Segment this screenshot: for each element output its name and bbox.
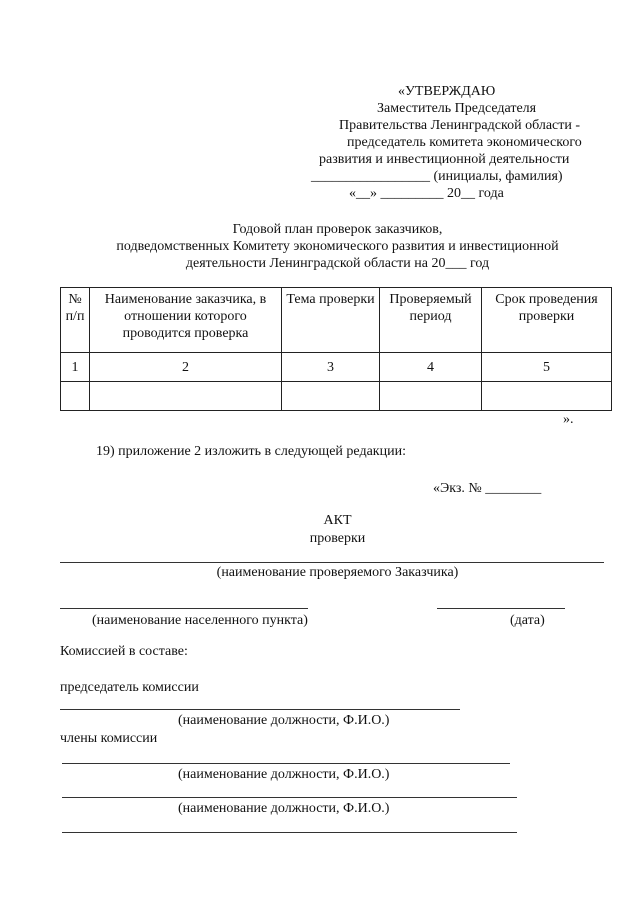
approval-position-4: развития и инвестиционной деятельности	[319, 152, 570, 167]
table-cell: 3	[282, 353, 380, 382]
approval-position-3: председатель комитета экономического	[347, 135, 582, 150]
approval-signature-line: _________________ (инициалы, фамилия)	[311, 169, 563, 184]
table-cell	[482, 382, 612, 411]
plan-title-line-3: деятельности Ленинградской области на 20___ год	[185, 256, 490, 271]
member-1-position-caption: (наименование должности, Ф.И.О.)	[178, 767, 390, 782]
approval-position-2: Правительства Ленинградской области -	[339, 118, 581, 133]
copy-number: «Экз. № ________	[433, 481, 542, 496]
customer-caption: (наименование проверяемого Заказчика)	[216, 565, 459, 580]
member-2-position-caption: (наименование должности, Ф.И.О.)	[178, 801, 390, 816]
table-cell: 1	[61, 353, 90, 382]
table-cell: 2	[90, 353, 282, 382]
approval-position-1: Заместитель Председателя	[377, 101, 537, 116]
column-header-deadline: Срок проведения проверки	[482, 288, 612, 353]
customer-name-line	[60, 562, 604, 563]
members-label: члены комиссии	[60, 731, 158, 746]
table-cell: 5	[482, 353, 612, 382]
column-header-topic: Тема проверки	[282, 288, 380, 353]
chair-position-caption: (наименование должности, Ф.И.О.)	[178, 713, 390, 728]
approval-block	[305, 83, 595, 202]
locality-line	[60, 608, 308, 609]
column-header-period: Проверяемый период	[380, 288, 482, 353]
table-row	[61, 353, 612, 382]
date-line	[437, 608, 565, 609]
column-header-number: № п/п	[61, 288, 90, 353]
date-caption: (дата)	[510, 613, 545, 628]
table-cell: 4	[380, 353, 482, 382]
plan-title-line-2: подведомственных Комитету экономического развития и инвестиционной	[116, 239, 559, 254]
locality-caption: (наименование населенного пункта)	[92, 613, 308, 628]
chair-name-line	[60, 709, 460, 710]
act-subtitle: проверки	[309, 531, 366, 546]
member-1-line	[62, 763, 510, 764]
approval-heading: «УТВЕРЖДАЮ	[398, 84, 496, 99]
clause-text: 19) приложение 2 изложить в следующей редакции:	[96, 444, 406, 459]
approval-date-line: «__» _________ 20__ года	[349, 186, 504, 201]
table-cell	[61, 382, 90, 411]
table-cell	[380, 382, 482, 411]
commission-label: Комиссией в составе:	[60, 644, 188, 659]
table-row	[61, 382, 612, 411]
member-2-line	[62, 797, 517, 798]
table-closing-quote: ».	[563, 412, 574, 427]
column-header-customer: Наименование заказчика, в отношении которого проводится проверка	[90, 288, 282, 353]
act-title: АКТ	[323, 513, 352, 528]
member-3-line	[62, 832, 517, 833]
plan-title	[60, 221, 615, 272]
table-cell	[282, 382, 380, 411]
plan-table	[60, 287, 612, 411]
plan-title-line-1: Годовой план проверок заказчиков,	[232, 222, 443, 237]
table-header-row	[61, 288, 612, 353]
chair-label: председатель комиссии	[60, 680, 199, 695]
table-cell	[90, 382, 282, 411]
